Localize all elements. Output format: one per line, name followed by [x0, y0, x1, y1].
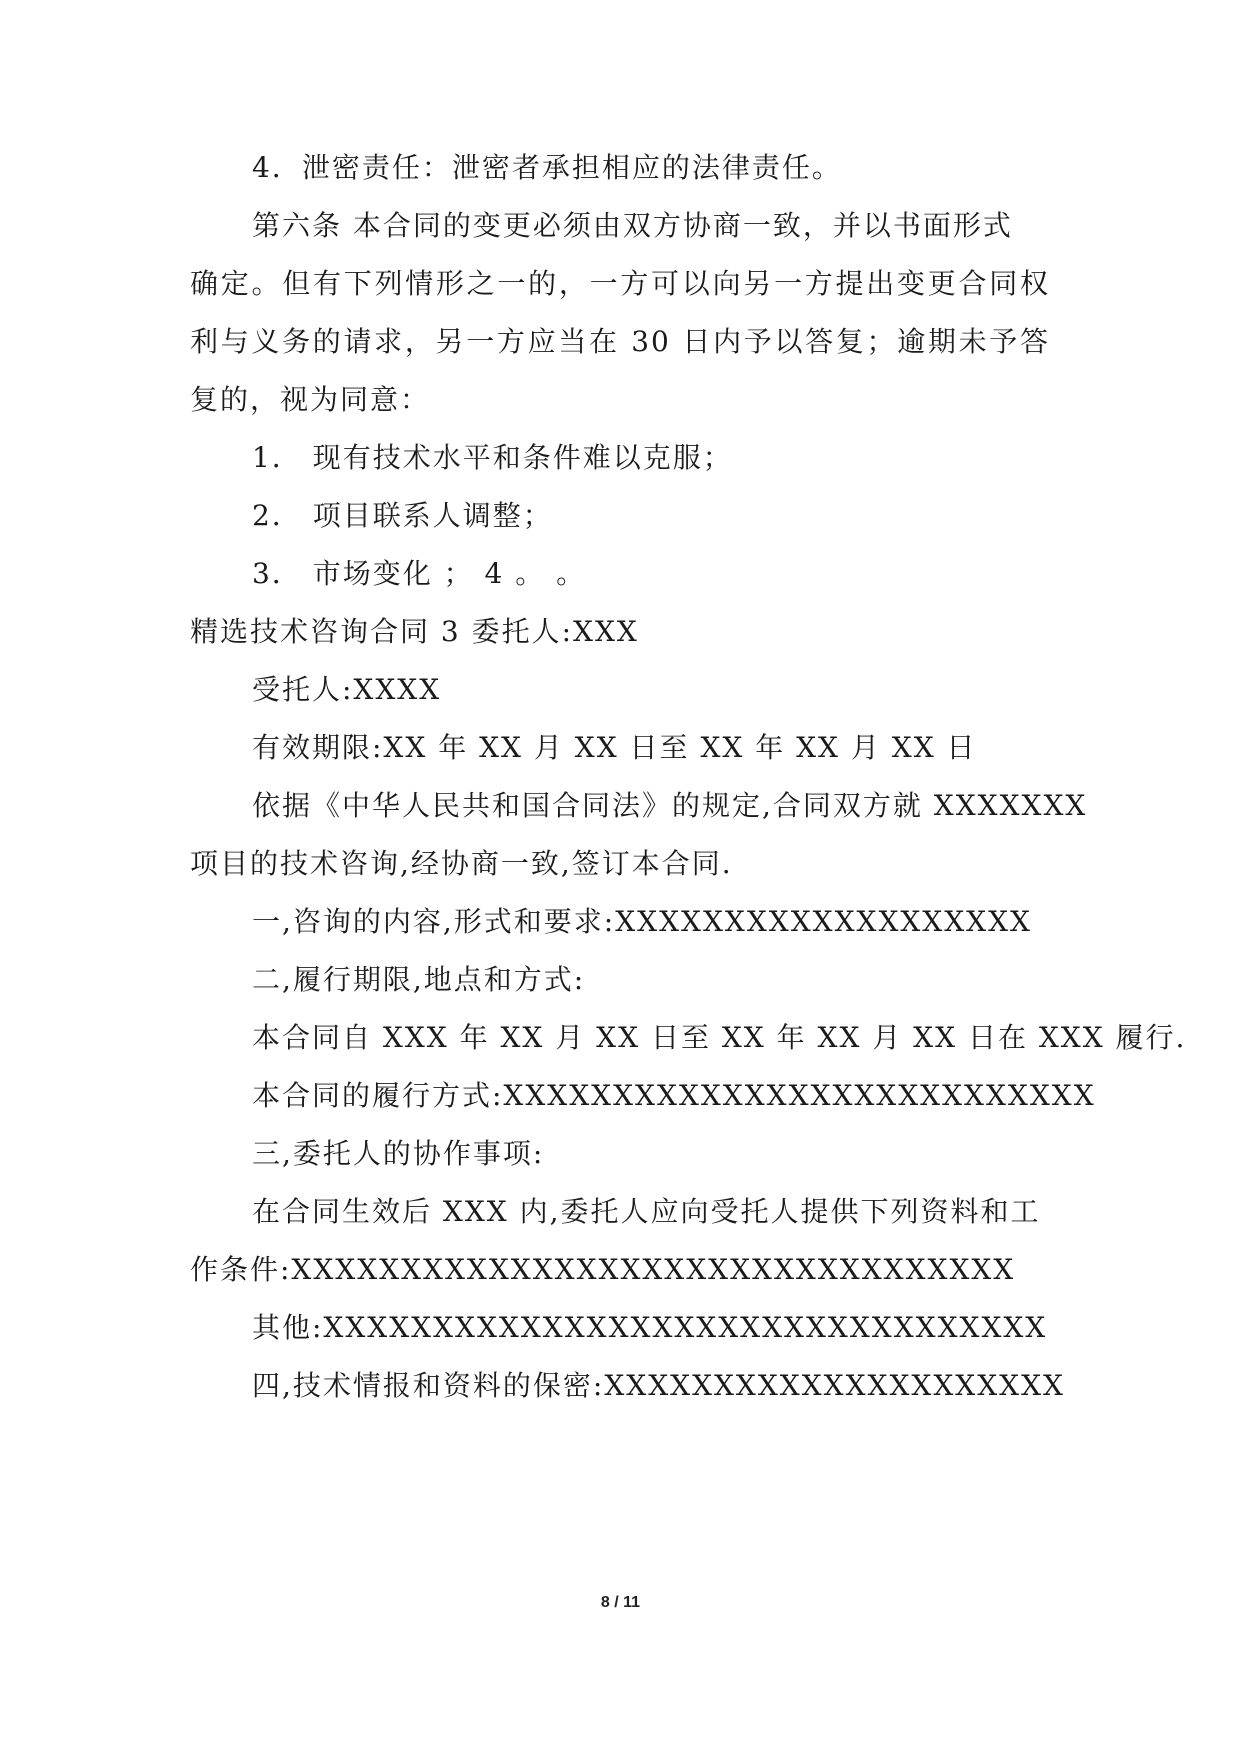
paragraph-line: 利与义务的请求，另一方应当在 30 日内予以答复；逾期未予答: [190, 325, 1050, 358]
list-item: 3． 市场变化 ； 4 。 。: [252, 557, 587, 590]
section-heading: 精选技术咨询合同 3 委托人:XXX: [190, 615, 639, 648]
paragraph-line: 作条件:XXXXXXXXXXXXXXXXXXXXXXXXXXXXXXXXX: [190, 1253, 1016, 1286]
clause-heading: 二,履行期限,地点和方式:: [252, 963, 586, 996]
paragraph-line: 受托人:XXXX: [252, 673, 442, 706]
clause-heading: 三,委托人的协作事项:: [252, 1137, 545, 1170]
paragraph-line: 第六条 本合同的变更必须由双方协商一致，并以书面形式: [252, 209, 1013, 242]
list-item: 1． 现有技术水平和条件难以克服；: [252, 441, 733, 474]
paragraph-line: 项目的技术咨询,经协商一致,签订本合同.: [190, 847, 733, 880]
clause-heading: 四,技术情报和资料的保密:XXXXXXXXXXXXXXXXXXXXX: [252, 1369, 1065, 1402]
paragraph-line: 4．泄密责任：泄密者承担相应的法律责任。: [252, 151, 842, 184]
paragraph-line: 有效期限:XX 年 XX 月 XX 日至 XX 年 XX 月 XX 日: [252, 731, 977, 764]
clause-heading: 一,咨询的内容,形式和要求:XXXXXXXXXXXXXXXXXXX: [252, 905, 1032, 938]
paragraph-line: 依据《中华人民共和国合同法》的规定,合同双方就 XXXXXXX: [252, 789, 1088, 822]
paragraph-line: 本合同自 XXX 年 XX 月 XX 日至 XX 年 XX 月 XX 日在 XXX 履行.: [252, 1021, 1187, 1054]
paragraph-line: 本合同的履行方式:XXXXXXXXXXXXXXXXXXXXXXXXXXX: [252, 1079, 1096, 1112]
page-number: 8 / 11: [600, 1594, 641, 1611]
paragraph-line: 复的，视为同意：: [190, 383, 431, 416]
paragraph-line: 确定。但有下列情形之一的，一方可以向另一方提出变更合同权: [190, 267, 1050, 300]
list-item: 2． 项目联系人调整；: [252, 499, 553, 532]
paragraph-line: 在合同生效后 XXX 内,委托人应向受托人提供下列资料和工: [252, 1195, 1041, 1228]
paragraph-line: 其他:XXXXXXXXXXXXXXXXXXXXXXXXXXXXXXXXX: [252, 1311, 1048, 1344]
